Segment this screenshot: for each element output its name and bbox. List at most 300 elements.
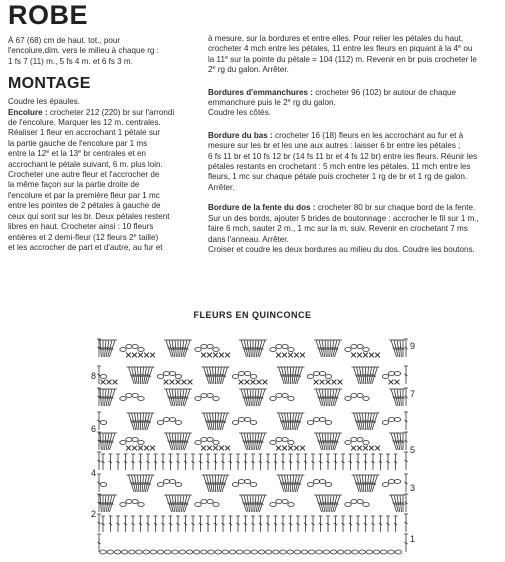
chain-stitch-symbol <box>265 550 271 554</box>
double-crochet-symbol <box>251 340 255 357</box>
single-crochet-symbol <box>314 380 319 385</box>
single-crochet-symbol <box>101 380 106 385</box>
montage-line-text: crocheter 212 (220) br sur l'arrondi <box>49 107 175 117</box>
chain-stitch-symbol <box>138 441 144 445</box>
double-crochet-symbol <box>349 454 353 470</box>
text-line-content: crocheter 16 (18) fleurs en les accrochant au fur et à <box>275 130 464 140</box>
chain-stitch-symbol <box>138 503 144 507</box>
single-crochet-symbol <box>126 446 131 451</box>
chain-stitch-symbol <box>157 550 163 554</box>
double-crochet-symbol <box>206 454 210 470</box>
chain-stitch-symbol <box>207 438 213 442</box>
montage-line: entières et 2 demi-fleur (12 fleurs 2e taille) <box>8 232 159 242</box>
double-crochet-symbol <box>97 514 101 532</box>
chain-stitch-symbol <box>244 418 250 422</box>
chain-stitch-symbol <box>319 418 325 422</box>
single-crochet-symbol <box>138 353 143 358</box>
single-crochet-symbol <box>288 446 293 451</box>
single-crochet-symbol <box>225 353 230 358</box>
double-crochet-symbol <box>289 516 293 532</box>
section-heading-montage: MONTAGE <box>8 75 91 93</box>
montage-line: Réaliser 1 fleur en accrochant 1 pétale sur <box>8 128 161 138</box>
text-line: Croiser et coudre les deux bordures au milieu du dos. Coudre les boutons. <box>208 244 475 254</box>
chain-stitch-symbol <box>382 375 388 379</box>
single-crochet-symbol <box>320 380 325 385</box>
double-crochet-symbol <box>404 474 408 492</box>
fente-label: Bordure de la fente du dos : <box>208 203 316 213</box>
double-crochet-symbol <box>109 495 117 512</box>
double-crochet-symbol <box>259 516 263 532</box>
chain-stitch-symbol <box>157 375 163 379</box>
chain-stitch-symbol <box>132 394 138 398</box>
double-crochet-symbol <box>191 516 195 532</box>
double-crochet-symbol <box>404 432 408 450</box>
double-crochet-symbol <box>124 516 128 532</box>
double-crochet-symbol <box>386 516 390 532</box>
chain-stitch-symbol <box>345 397 351 401</box>
double-crochet-symbol <box>334 454 338 470</box>
single-crochet-symbol <box>201 446 206 451</box>
double-crochet-symbol <box>281 516 285 532</box>
chain-stitch-symbol <box>121 550 127 554</box>
double-crochet-symbol <box>127 413 135 430</box>
single-crochet-symbol <box>395 380 400 385</box>
chain-stitch-symbol <box>250 483 256 487</box>
double-crochet-symbol <box>139 516 143 532</box>
double-crochet-symbol <box>161 516 165 532</box>
single-crochet-symbol <box>150 446 155 451</box>
single-crochet-symbol <box>351 446 356 451</box>
chain-stitch-symbol <box>208 550 214 554</box>
chain-stitch-symbol <box>232 375 238 379</box>
row-number-right: 5 <box>410 445 416 455</box>
montage-line: et les accrocher de part et d'autre, au fur et <box>8 242 163 252</box>
chain-stitch-symbol <box>232 483 238 487</box>
chain-stitch-symbol <box>288 348 294 352</box>
double-crochet-symbol <box>334 389 342 406</box>
emmanchures-label: Bordures d'emmanchures : <box>208 87 313 97</box>
chain-stitch-symbol <box>165 550 171 554</box>
chain-stitch-symbol <box>345 348 351 352</box>
intro-line: 1 fs 7 (11) m., 5 fs 4 m. et 6 fs 3 m. <box>8 56 133 66</box>
bas-label: Bordure du bas : <box>208 130 273 140</box>
montage-line: Coudre les épaules. <box>8 97 80 107</box>
double-crochet-symbol <box>229 516 233 532</box>
montage-line: accrochant le pétale suivant, 6 m. plus loin. <box>8 159 163 169</box>
chain-stitch-symbol <box>345 503 351 507</box>
double-crochet-symbol <box>326 516 330 532</box>
single-crochet-symbol <box>176 380 181 385</box>
chain-stitch-symbol <box>319 480 325 484</box>
chain-stitch-symbol <box>237 550 243 554</box>
single-crochet-symbol <box>170 380 175 385</box>
double-crochet-symbol <box>389 495 397 512</box>
chain-stitch-symbol <box>207 394 213 398</box>
double-crochet-symbol <box>154 516 158 532</box>
single-crochet-symbol <box>245 380 250 385</box>
double-crochet-symbol <box>289 454 293 470</box>
chain-stitch-symbol <box>276 500 282 504</box>
chain-stitch-symbol <box>394 418 400 422</box>
double-crochet-symbol <box>364 516 368 532</box>
double-crochet-symbol <box>127 367 135 384</box>
chain-stitch-symbol <box>319 372 325 376</box>
double-crochet-symbol <box>251 516 255 532</box>
double-crochet-symbol <box>214 367 218 384</box>
chain-stitch-symbol <box>388 418 394 422</box>
stitch-symbols <box>97 339 408 554</box>
double-crochet-symbol <box>184 454 188 470</box>
single-crochet-symbol <box>369 353 374 358</box>
chain-stitch-symbol <box>195 397 201 401</box>
double-crochet-symbol <box>401 389 405 406</box>
chain-stitch-symbol <box>129 550 135 554</box>
double-crochet-symbol <box>154 454 158 470</box>
double-crochet-symbol <box>404 514 408 532</box>
chain-stitch-symbol <box>363 441 369 445</box>
double-crochet-symbol <box>401 495 405 512</box>
double-crochet-symbol <box>97 452 101 470</box>
chain-stitch-symbol <box>244 480 250 484</box>
single-crochet-symbol <box>294 446 299 451</box>
row-number-left: 6 <box>90 424 96 434</box>
chain-stitch-symbol <box>222 550 228 554</box>
montage-line: entre la 12e et la 13e br centrales et en <box>8 149 146 159</box>
chain-stitch-symbol <box>394 480 400 484</box>
chain-stitch-symbol <box>100 483 106 487</box>
chain-stitch-symbol <box>309 550 315 554</box>
double-crochet-symbol <box>169 516 173 532</box>
double-crochet-symbol <box>184 340 192 357</box>
single-crochet-symbol <box>225 446 230 451</box>
single-crochet-symbol <box>288 353 293 358</box>
chain-stitch-symbol <box>132 345 138 349</box>
double-crochet-symbol <box>214 454 218 470</box>
chain-stitch-symbol <box>325 483 331 487</box>
chain-stitch-symbol <box>169 418 175 422</box>
chain-stitch-symbol <box>388 550 394 554</box>
double-crochet-symbol <box>164 433 172 450</box>
text-line: Sur un des bords, ajouter 5 brides de boutonnage : accrocher le fil sur 1 m., <box>208 213 479 223</box>
double-crochet-symbol <box>116 454 120 470</box>
chain-stitch-symbol <box>270 441 276 445</box>
double-crochet-symbol <box>389 389 397 406</box>
double-crochet-symbol <box>372 367 380 384</box>
double-crochet-symbol <box>289 475 293 492</box>
double-crochet-symbol <box>404 366 408 384</box>
double-crochet-symbol <box>334 340 342 357</box>
text-line: à mesure, sur la bordures et entre elles. Pour relier les pétales du haut, <box>208 34 464 43</box>
double-crochet-symbol <box>364 413 368 430</box>
chain-stitch-symbol <box>316 550 322 554</box>
chain-stitch-symbol <box>288 441 294 445</box>
double-crochet-symbol <box>139 475 143 492</box>
montage-line: l'encolure et par la première fleur par 1 mc <box>8 190 160 200</box>
single-crochet-symbol <box>326 380 331 385</box>
single-crochet-symbol <box>138 446 143 451</box>
chain-stitch-symbol <box>163 480 169 484</box>
chain-stitch-symbol <box>193 550 199 554</box>
double-crochet-symbol <box>97 366 101 384</box>
chain-stitch-symbol <box>363 348 369 352</box>
chain-stitch-symbol <box>238 418 244 422</box>
double-crochet-symbol <box>379 516 383 532</box>
double-crochet-symbol <box>277 367 285 384</box>
double-crochet-symbol <box>297 413 305 430</box>
single-crochet-symbol <box>144 353 149 358</box>
single-crochet-symbol <box>369 446 374 451</box>
chain-stitch-symbol <box>138 348 144 352</box>
single-crochet-symbol <box>132 353 137 358</box>
double-crochet-symbol <box>176 340 180 357</box>
chain-stitch-symbol <box>120 441 126 445</box>
chain-stitch-symbol <box>382 483 388 487</box>
intro-line: l'encolure,dim. vers le milieu à chaque rg : <box>8 46 159 56</box>
double-crochet-symbol <box>214 413 218 430</box>
double-crochet-symbol <box>404 452 408 470</box>
double-crochet-symbol <box>371 516 375 532</box>
double-crochet-symbol <box>169 454 173 470</box>
single-crochet-symbol <box>207 446 212 451</box>
chain-stitch-symbol <box>126 345 132 349</box>
double-crochet-symbol <box>214 516 218 532</box>
double-crochet-symbol <box>97 474 101 492</box>
single-crochet-symbol <box>144 446 149 451</box>
chain-stitch-symbol <box>157 421 163 425</box>
chain-stitch-symbol <box>323 550 329 554</box>
double-crochet-symbol <box>266 454 270 470</box>
chain-stitch-symbol <box>307 375 313 379</box>
chain-stitch-symbol <box>201 500 207 504</box>
double-crochet-symbol <box>394 516 398 532</box>
single-crochet-symbol <box>357 353 362 358</box>
chain-stitch-symbol <box>126 500 132 504</box>
double-crochet-symbol <box>127 475 135 492</box>
chain-stitch-symbol <box>359 550 365 554</box>
chain-stitch-symbol <box>373 550 379 554</box>
double-crochet-symbol <box>277 475 285 492</box>
chain-stitch-symbol <box>232 421 238 425</box>
double-crochet-symbol <box>319 454 323 470</box>
double-crochet-symbol <box>251 433 255 450</box>
double-crochet-symbol <box>202 413 210 430</box>
double-crochet-symbol <box>251 454 255 470</box>
double-crochet-symbol <box>146 516 150 532</box>
chain-stitch-symbol <box>163 372 169 376</box>
double-crochet-symbol <box>222 413 230 430</box>
double-crochet-symbol <box>259 454 263 470</box>
double-crochet-symbol <box>164 340 172 357</box>
single-crochet-symbol <box>257 380 262 385</box>
double-crochet-symbol <box>147 413 155 430</box>
chain-stitch-symbol <box>301 550 307 554</box>
chain-stitch-symbol <box>195 441 201 445</box>
chain-stitch-symbol <box>244 372 250 376</box>
single-crochet-symbol <box>276 353 281 358</box>
text-line: 6 fs 11 br et 10 fs 12 br (14 fs 11 br et 4 fs 12 br) entre les fleurs. Réunir les <box>208 151 478 161</box>
double-crochet-symbol <box>281 454 285 470</box>
double-crochet-symbol <box>164 495 172 512</box>
chain-stitch-symbol <box>201 550 207 554</box>
chain-stitch-symbol <box>307 483 313 487</box>
text-line: crocheter 4 mch entre les pétales, 11 entre les fleurs en piquant à la 4e ou <box>208 44 473 54</box>
double-crochet-symbol <box>326 454 330 470</box>
text-line: Arrêter. <box>208 182 235 192</box>
double-crochet-symbol <box>274 454 278 470</box>
double-crochet-symbol <box>277 413 285 430</box>
double-crochet-symbol <box>401 340 405 357</box>
double-crochet-symbol <box>184 516 188 532</box>
single-crochet-symbol <box>363 446 368 451</box>
double-crochet-symbol <box>131 454 135 470</box>
chain-stitch-symbol <box>169 372 175 376</box>
double-crochet-symbol <box>139 454 143 470</box>
double-crochet-symbol <box>364 454 368 470</box>
chain-stitch-symbol <box>100 375 106 379</box>
double-crochet-symbol <box>404 388 408 406</box>
text-line: pétales restants en crochetant : 5 mch entre les pétales, 11 mch entre les <box>208 162 471 172</box>
chain-stitch-symbol <box>251 550 257 554</box>
chain-stitch-symbol <box>136 550 142 554</box>
single-crochet-symbol <box>375 353 380 358</box>
chain-stitch-symbol <box>330 550 336 554</box>
double-crochet-symbol <box>266 516 270 532</box>
single-crochet-symbol <box>351 353 356 358</box>
chain-stitch-symbol <box>352 550 358 554</box>
double-crochet-symbol <box>389 433 397 450</box>
double-crochet-symbol <box>176 516 180 532</box>
double-crochet-symbol <box>389 340 397 357</box>
chain-stitch-symbol <box>313 480 319 484</box>
double-crochet-symbol <box>401 433 405 450</box>
double-crochet-symbol <box>236 454 240 470</box>
double-crochet-symbol <box>176 433 180 450</box>
double-crochet-symbol <box>176 454 180 470</box>
montage-line: ceux qui sont sur les br. Deux pétales restent <box>8 211 170 221</box>
single-crochet-symbol <box>126 353 131 358</box>
row-number-right: 1 <box>410 534 416 544</box>
montage-line: de l'encolure. Marquer les 12 m. centrales. <box>8 118 161 128</box>
double-crochet-symbol <box>139 413 143 430</box>
chain-stitch-symbol <box>388 372 394 376</box>
double-crochet-symbol <box>326 389 330 406</box>
chain-stitch-symbol <box>357 394 363 398</box>
chain-stitch-symbol <box>258 550 264 554</box>
double-crochet-symbol <box>341 454 345 470</box>
chain-stitch-symbol <box>363 503 369 507</box>
chain-stitch-symbol <box>244 550 250 554</box>
double-crochet-symbol <box>116 516 120 532</box>
double-crochet-symbol <box>184 389 192 406</box>
single-crochet-symbol <box>239 380 244 385</box>
chain-stitch-symbol <box>100 550 106 554</box>
chain-stitch-symbol <box>388 480 394 484</box>
montage-line: la même façon sur la partie droite de <box>8 180 140 190</box>
chain-stitch-symbol <box>270 348 276 352</box>
chain-stitch-symbol <box>229 550 235 554</box>
double-crochet-symbol <box>97 412 101 430</box>
double-crochet-symbol <box>109 340 117 357</box>
chain-stitch-symbol <box>120 503 126 507</box>
chain-stitch-symbol <box>250 421 256 425</box>
double-crochet-symbol <box>147 367 155 384</box>
double-crochet-symbol <box>229 454 233 470</box>
chain-stitch-symbol <box>282 345 288 349</box>
chain-stitch-symbol <box>282 500 288 504</box>
chain-stitch-symbol <box>179 550 185 554</box>
chain-stitch-symbol <box>337 550 343 554</box>
single-crochet-symbol <box>300 446 305 451</box>
single-crochet-symbol <box>338 380 343 385</box>
chain-stitch-symbol <box>363 397 369 401</box>
double-crochet-symbol <box>221 454 225 470</box>
double-crochet-symbol <box>236 516 240 532</box>
double-crochet-symbol <box>326 433 330 450</box>
single-crochet-symbol <box>357 446 362 451</box>
single-crochet-symbol <box>213 353 218 358</box>
chain-stitch-symbol <box>201 345 207 349</box>
row-number-left: 4 <box>90 468 96 478</box>
double-crochet-symbol <box>101 340 105 357</box>
single-crochet-symbol <box>219 353 224 358</box>
chain-stitch-symbol <box>345 550 351 554</box>
double-crochet-symbol <box>372 475 380 492</box>
chain-stitch-symbol <box>394 372 400 376</box>
double-crochet-symbol <box>394 454 398 470</box>
chain-stitch-symbol <box>238 480 244 484</box>
chain-stitch-symbol <box>276 394 282 398</box>
row-number-left: 8 <box>90 371 96 381</box>
single-crochet-symbol <box>201 353 206 358</box>
double-crochet-symbol <box>109 516 113 532</box>
chain-stitch-symbol <box>132 500 138 504</box>
montage-line: Crocheter une autre fleur et l'accrocher de <box>8 170 160 180</box>
montage-line: la partie gauche de l'encolure par 1 ms <box>8 138 148 148</box>
double-crochet-symbol <box>146 454 150 470</box>
text-line: la 11e sur la pointe du pétale = 104 (112) m. Revenir en br puis crocheter le <box>208 54 477 64</box>
montage-line: libres en haut. Crocheter ainsi : 10 fleurs <box>8 222 154 232</box>
single-crochet-symbol <box>207 353 212 358</box>
double-crochet-symbol <box>199 454 203 470</box>
chain-stitch-symbol <box>345 441 351 445</box>
chart-title: FLEURS EN QUINCONCE <box>193 310 312 320</box>
double-crochet-symbol <box>349 516 353 532</box>
chain-stitch-symbol <box>138 397 144 401</box>
double-crochet-symbol <box>296 516 300 532</box>
text-line: 2e rg du galon. Arrêter. <box>208 65 289 75</box>
double-crochet-symbol <box>109 454 113 470</box>
double-crochet-symbol <box>191 454 195 470</box>
single-crochet-symbol <box>300 353 305 358</box>
single-crochet-symbol <box>263 380 268 385</box>
chain-stitch-symbol <box>186 550 192 554</box>
single-crochet-symbol <box>282 353 287 358</box>
chain-stitch-symbol <box>238 372 244 376</box>
chain-stitch-symbol <box>351 394 357 398</box>
single-crochet-symbol <box>150 353 155 358</box>
double-crochet-symbol <box>101 389 105 406</box>
chain-stitch-symbol <box>313 372 319 376</box>
chain-stitch-symbol <box>280 550 286 554</box>
double-crochet-symbol <box>364 367 368 384</box>
chain-stitch-symbol <box>163 418 169 422</box>
double-crochet-symbol <box>124 454 128 470</box>
chain-stitch-symbol <box>100 421 106 425</box>
chain-stitch-symbol <box>195 348 201 352</box>
single-crochet-symbol <box>219 446 224 451</box>
double-crochet-symbol <box>371 454 375 470</box>
double-crochet-symbol <box>97 534 101 552</box>
